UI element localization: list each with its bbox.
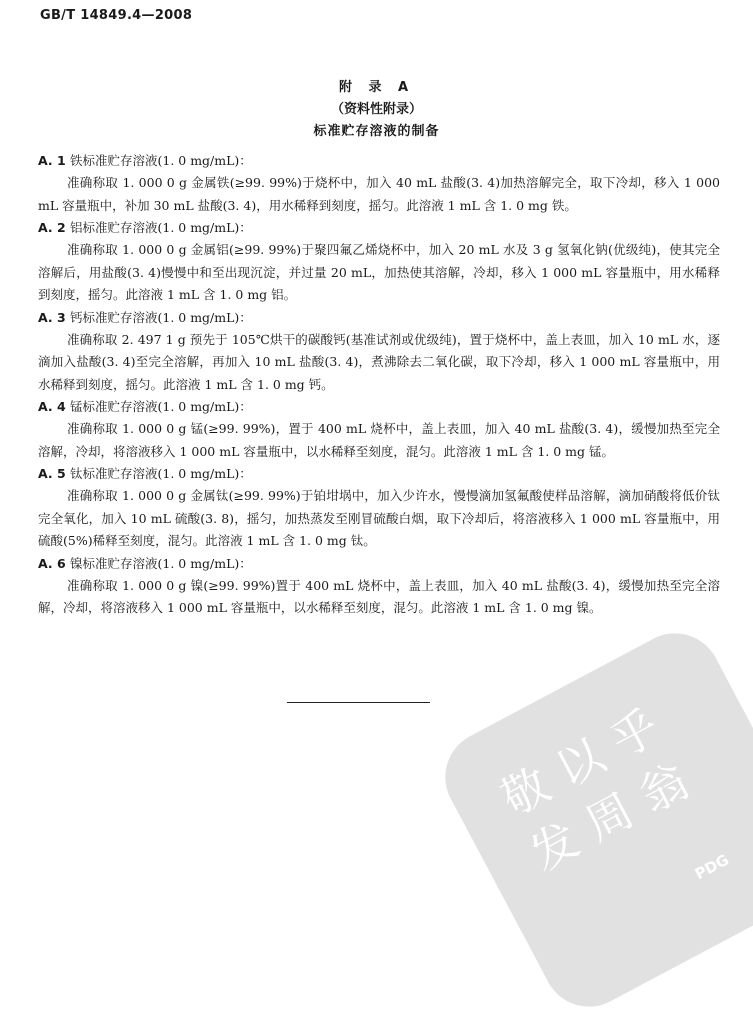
section-heading (38, 553, 720, 575)
watermark-pdg-label: PDG (691, 850, 732, 884)
document-body (38, 150, 720, 620)
section-a3 (38, 307, 720, 397)
seal-glyph: 发 (521, 811, 588, 882)
section-number: A. 4 (38, 399, 66, 414)
section-a5 (38, 463, 720, 553)
section-number: A. 2 (38, 220, 66, 235)
end-rule-divider (287, 702, 430, 703)
seal-glyph: 乎 (602, 698, 668, 769)
section-title: 铝标准贮存溶液(1. 0 mg/mL)： (70, 220, 252, 235)
section-title: 铁标准贮存溶液(1. 0 mg/mL)： (70, 153, 252, 168)
standard-number-header: GB/T 14849.4—2008 (40, 8, 193, 23)
section-title: 镍标准贮存溶液(1. 0 mg/mL)： (70, 555, 252, 571)
section-heading (38, 463, 720, 485)
seal-glyph: 周 (576, 782, 643, 853)
section-paragraph: 准确称取 1. 000 0 g 金属铝(≥99. 99%)于聚四氟乙烯烧杯中，加入 20 mL 水及 3 g 氢氧化钠(优级纯)，使其完全溶解后，用盐酸(3. 4)慢慢中和至出现沉淀，并过量 20 mL，加热使其溶解，冷却，移入 1 000 mL 容量瓶中，用水稀释到刻度，摇匀。此溶液 1 mL 含 1. 0 mg 铝。 (38, 242, 720, 302)
appendix-title: 标准贮存溶液的制备 (313, 124, 440, 139)
section-title: 钙标准贮存溶液(1. 0 mg/mL)： (70, 309, 252, 325)
appendix-nature: （资料性附录） (330, 102, 422, 117)
section-number: A. 6 (38, 555, 66, 571)
section-number: A. 1 (38, 153, 66, 168)
appendix-label: 附 录 A (338, 80, 415, 95)
section-a2 (38, 217, 720, 307)
section-a4 (38, 396, 720, 463)
section-paragraph: 准确称取 1. 000 0 g 金属铁(≥99. 99%)于烧杯中，加入 40 mL 盐酸(3. 4)加热溶解完全，取下冷却，移入 1 000 mL 容量瓶中，补加 30 mL 盐酸(3. 4)，用水稀释到刻度，摇匀。此溶液 1 mL 含 1. 0 mg 铁。 (38, 175, 720, 213)
section-a1 (38, 150, 720, 217)
section-paragraph: 准确称取 1. 000 0 g 锰(≥99. 99%)，置于 400 mL 烧杯中，盖上表皿，加入 40 mL 盐酸(3. 4)，缓慢加热至完全溶解，冷却，将溶液移入 1 000 mL 容量瓶中，以水稀释至刻度，混匀。此溶液 1 mL 含 1. 0 mg 锰。 (38, 421, 720, 459)
section-paragraph: 准确称取 1. 000 0 g 镍(≥99. 99%)置于 400 mL 烧杯中，盖上表皿，加入 40 mL 盐酸(3. 4)，缓慢加热至完全溶解，冷却，将溶液移入 1 000 mL 容量瓶中，以水稀释至刻度，混匀。此溶液 1 mL 含 1. 0 mg 镍。 (38, 577, 720, 615)
section-number: A. 5 (38, 466, 66, 481)
appendix-titles (0, 76, 753, 142)
section-a6 (38, 553, 720, 620)
section-paragraph: 准确称取 2. 497 1 g 预先于 105℃烘干的碳酸钙(基准试剂或优级纯)，置于烧杯中，盖上表皿，加入 10 mL 水，逐滴加入盐酸(3. 4)至完全溶解，再加入 10 mL 盐酸(3. 4)，煮沸除去二氧化碳，取下冷却，移入 1 000 mL 容量瓶中，用水稀释到刻度，摇匀。此溶液 1 mL 含 1. 0 mg 钙。 (38, 331, 720, 392)
section-heading (38, 396, 720, 418)
section-heading (38, 217, 720, 239)
section-heading (38, 150, 720, 172)
section-title: 钛标准贮存溶液(1. 0 mg/mL)： (70, 466, 252, 481)
section-number: A. 3 (38, 309, 66, 325)
seal-glyph: 翁 (631, 753, 698, 823)
section-paragraph: 准确称取 1. 000 0 g 金属钛(≥99. 99%)于铂坩埚中，加入少许水，慢慢滴加氢氟酸使样品溶解，滴加硝酸将低价钛完全氧化，加入 10 mL 硫酸(3. 8)，摇匀，加热蒸发至刚冒硫酸白烟，取下冷却后，将溶液移入 1 000 mL 容量瓶中，用硫酸(5%)稀释至刻度，混匀。此溶液 1 mL 含 1. 0 mg 钛。 (38, 488, 720, 548)
seal-glyph: 敬 (492, 757, 559, 827)
section-title: 锰标准贮存溶液(1. 0 mg/mL)： (70, 399, 252, 414)
section-heading (38, 307, 720, 329)
seal-glyph: 以 (547, 728, 614, 798)
